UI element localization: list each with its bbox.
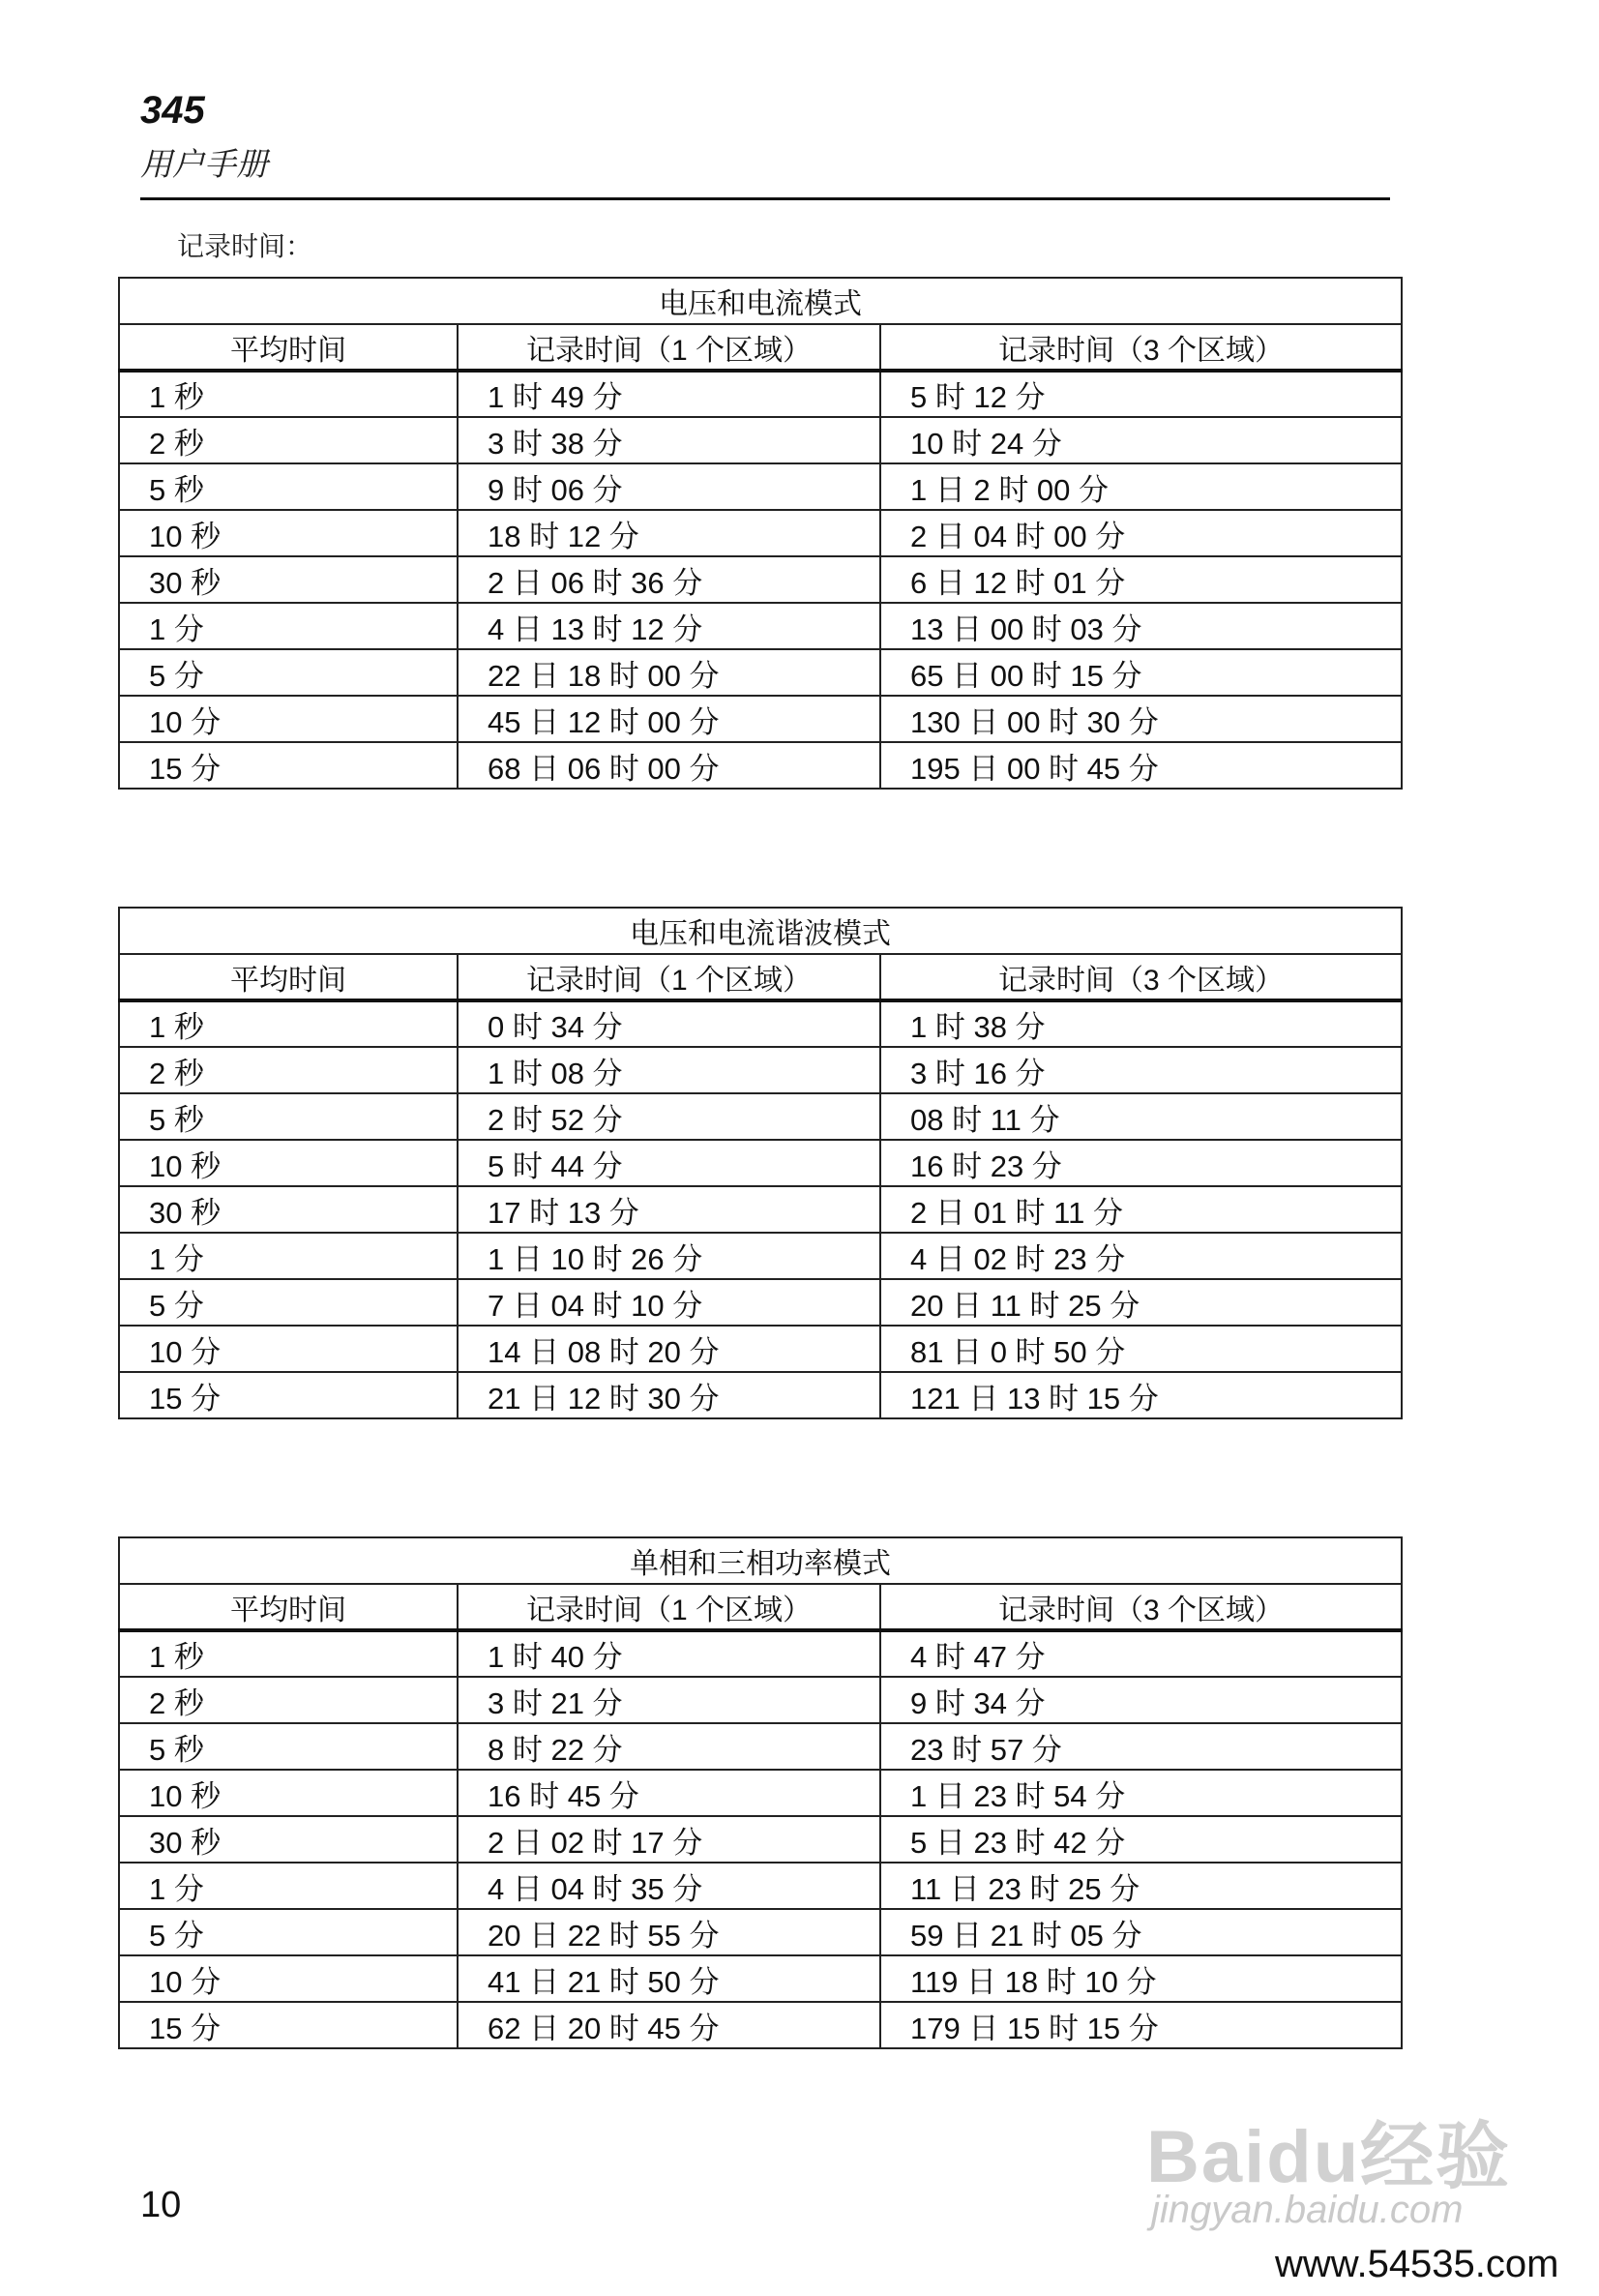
table-cell: 22 日 18 时 00 分 — [458, 649, 880, 696]
table-cell: 2 秒 — [119, 1677, 458, 1723]
table-cell: 41 日 21 时 50 分 — [458, 1955, 880, 2002]
table-cell: 5 分 — [119, 649, 458, 696]
table-row — [119, 1723, 1402, 1770]
table-row — [119, 1955, 1402, 2002]
table-cell: 21 日 12 时 30 分 — [458, 1372, 880, 1418]
table-cell: 14 日 08 时 20 分 — [458, 1326, 880, 1372]
table-cell: 15 分 — [119, 2002, 458, 2048]
table-cell: 5 秒 — [119, 1093, 458, 1140]
table-row — [119, 1816, 1402, 1863]
table-cell: 179 日 15 时 15 分 — [880, 2002, 1402, 2048]
page-number: 10 — [140, 2185, 182, 2225]
table-cell: 45 日 12 时 00 分 — [458, 696, 880, 742]
table-voltage-current-harmonics-mode — [118, 907, 1403, 1419]
table-header-row — [119, 324, 1402, 371]
table-header-row — [119, 954, 1402, 1000]
table-cell: 08 时 11 分 — [880, 1093, 1402, 1140]
table-row — [119, 1326, 1402, 1372]
table-cell: 3 时 21 分 — [458, 1677, 880, 1723]
table-row — [119, 1000, 1402, 1047]
table-row — [119, 1233, 1402, 1279]
table-cell: 3 时 38 分 — [458, 417, 880, 463]
table-row — [119, 1093, 1402, 1140]
manual-model-number: 345 — [140, 89, 205, 132]
table-cell: 18 时 12 分 — [458, 510, 880, 556]
table-row — [119, 1630, 1402, 1677]
column-header: 记录时间（1 个区域） — [458, 324, 880, 371]
table-cell: 1 日 2 时 00 分 — [880, 463, 1402, 510]
column-header: 平均时间 — [119, 324, 458, 371]
table-cell: 1 秒 — [119, 1630, 458, 1677]
table-cell: 2 日 01 时 11 分 — [880, 1186, 1402, 1233]
table-cell: 65 日 00 时 15 分 — [880, 649, 1402, 696]
table-row — [119, 1047, 1402, 1093]
table-cell: 2 日 02 时 17 分 — [458, 1816, 880, 1863]
column-header: 平均时间 — [119, 1584, 458, 1630]
table-row — [119, 510, 1402, 556]
table-row — [119, 1909, 1402, 1955]
table-cell: 130 日 00 时 30 分 — [880, 696, 1402, 742]
table-cell: 3 时 16 分 — [880, 1047, 1402, 1093]
table-cell: 10 分 — [119, 696, 458, 742]
table-cell: 4 时 47 分 — [880, 1630, 1402, 1677]
table-cell: 10 秒 — [119, 510, 458, 556]
table-row — [119, 742, 1402, 789]
table-row — [119, 1863, 1402, 1909]
table-cell: 1 时 40 分 — [458, 1630, 880, 1677]
table-cell: 1 日 10 时 26 分 — [458, 1233, 880, 1279]
table-cell: 9 时 06 分 — [458, 463, 880, 510]
table-cell: 2 日 04 时 00 分 — [880, 510, 1402, 556]
table-cell: 5 秒 — [119, 463, 458, 510]
table-single-three-phase-power-mode — [118, 1536, 1403, 2049]
table-cell: 119 日 18 时 10 分 — [880, 1955, 1402, 2002]
table-cell: 81 日 0 时 50 分 — [880, 1326, 1402, 1372]
table-cell: 20 日 22 时 55 分 — [458, 1909, 880, 1955]
column-header: 记录时间（1 个区域） — [458, 1584, 880, 1630]
table-cell: 1 分 — [119, 1863, 458, 1909]
table-row — [119, 463, 1402, 510]
table-cell: 6 日 12 时 01 分 — [880, 556, 1402, 603]
table-row — [119, 1677, 1402, 1723]
column-header: 记录时间（3 个区域） — [880, 324, 1402, 371]
baidu-watermark-logo: Baidu经验 — [1146, 2116, 1512, 2198]
column-header: 记录时间（1 个区域） — [458, 954, 880, 1000]
table-cell: 10 秒 — [119, 1140, 458, 1186]
table-cell: 1 分 — [119, 1233, 458, 1279]
table-cell: 1 时 38 分 — [880, 1000, 1402, 1047]
table-cell: 10 分 — [119, 1955, 458, 2002]
table-cell: 30 秒 — [119, 556, 458, 603]
table-cell: 68 日 06 时 00 分 — [458, 742, 880, 789]
table-cell: 62 日 20 时 45 分 — [458, 2002, 880, 2048]
table-row — [119, 1770, 1402, 1816]
table-cell: 2 秒 — [119, 417, 458, 463]
table-cell: 13 日 00 时 03 分 — [880, 603, 1402, 649]
table-cell: 59 日 21 时 05 分 — [880, 1909, 1402, 1955]
table-voltage-current-mode — [118, 277, 1403, 790]
table-cell: 1 秒 — [119, 371, 458, 417]
table-row — [119, 2002, 1402, 2048]
table-title: 单相和三相功率模式 — [119, 1537, 1402, 1584]
table-cell: 10 分 — [119, 1326, 458, 1372]
manual-subtitle: 用户手册 — [140, 145, 268, 183]
table-title-row — [119, 278, 1402, 324]
table-cell: 30 秒 — [119, 1186, 458, 1233]
table-cell: 5 分 — [119, 1279, 458, 1326]
table-row — [119, 1186, 1402, 1233]
column-header: 记录时间（3 个区域） — [880, 1584, 1402, 1630]
table-row — [119, 1372, 1402, 1418]
table-cell: 10 秒 — [119, 1770, 458, 1816]
table-title: 电压和电流模式 — [119, 278, 1402, 324]
table-cell: 4 日 13 时 12 分 — [458, 603, 880, 649]
table-cell: 4 日 04 时 35 分 — [458, 1863, 880, 1909]
table-row — [119, 1140, 1402, 1186]
table-row — [119, 417, 1402, 463]
table-cell: 16 时 45 分 — [458, 1770, 880, 1816]
table-row — [119, 371, 1402, 417]
table-cell: 5 日 23 时 42 分 — [880, 1816, 1402, 1863]
site-url: www.54535.com — [1275, 2243, 1559, 2285]
table-cell: 23 时 57 分 — [880, 1723, 1402, 1770]
table-row — [119, 1279, 1402, 1326]
table-cell: 15 分 — [119, 1372, 458, 1418]
table-cell: 30 秒 — [119, 1816, 458, 1863]
table-cell: 16 时 23 分 — [880, 1140, 1402, 1186]
table-cell: 20 日 11 时 25 分 — [880, 1279, 1402, 1326]
table-cell: 9 时 34 分 — [880, 1677, 1402, 1723]
table-cell: 5 秒 — [119, 1723, 458, 1770]
table-cell: 5 分 — [119, 1909, 458, 1955]
table-cell: 1 时 49 分 — [458, 371, 880, 417]
table-header-row — [119, 1584, 1402, 1630]
table-row — [119, 603, 1402, 649]
header-divider — [140, 197, 1390, 200]
table-cell: 17 时 13 分 — [458, 1186, 880, 1233]
table-cell: 5 时 44 分 — [458, 1140, 880, 1186]
table-cell: 15 分 — [119, 742, 458, 789]
table-cell: 121 日 13 时 15 分 — [880, 1372, 1402, 1418]
table-row — [119, 649, 1402, 696]
table-cell: 1 日 23 时 54 分 — [880, 1770, 1402, 1816]
table-cell: 7 日 04 时 10 分 — [458, 1279, 880, 1326]
table-cell: 11 日 23 时 25 分 — [880, 1863, 1402, 1909]
column-header: 平均时间 — [119, 954, 458, 1000]
table-cell: 2 秒 — [119, 1047, 458, 1093]
intro-label: 记录时间： — [177, 230, 313, 262]
table-cell: 1 分 — [119, 603, 458, 649]
table-cell: 1 时 08 分 — [458, 1047, 880, 1093]
table-title: 电压和电流谐波模式 — [119, 908, 1402, 954]
table-row — [119, 696, 1402, 742]
table-row — [119, 556, 1402, 603]
baidu-watermark-url: jingyan.baidu.com — [1151, 2189, 1464, 2231]
table-cell: 10 时 24 分 — [880, 417, 1402, 463]
table-cell: 2 时 52 分 — [458, 1093, 880, 1140]
table-cell: 8 时 22 分 — [458, 1723, 880, 1770]
table-cell: 0 时 34 分 — [458, 1000, 880, 1047]
table-cell: 5 时 12 分 — [880, 371, 1402, 417]
column-header: 记录时间（3 个区域） — [880, 954, 1402, 1000]
table-cell: 195 日 00 时 45 分 — [880, 742, 1402, 789]
table-cell: 2 日 06 时 36 分 — [458, 556, 880, 603]
table-title-row — [119, 1537, 1402, 1584]
table-title-row — [119, 908, 1402, 954]
table-cell: 1 秒 — [119, 1000, 458, 1047]
table-cell: 4 日 02 时 23 分 — [880, 1233, 1402, 1279]
